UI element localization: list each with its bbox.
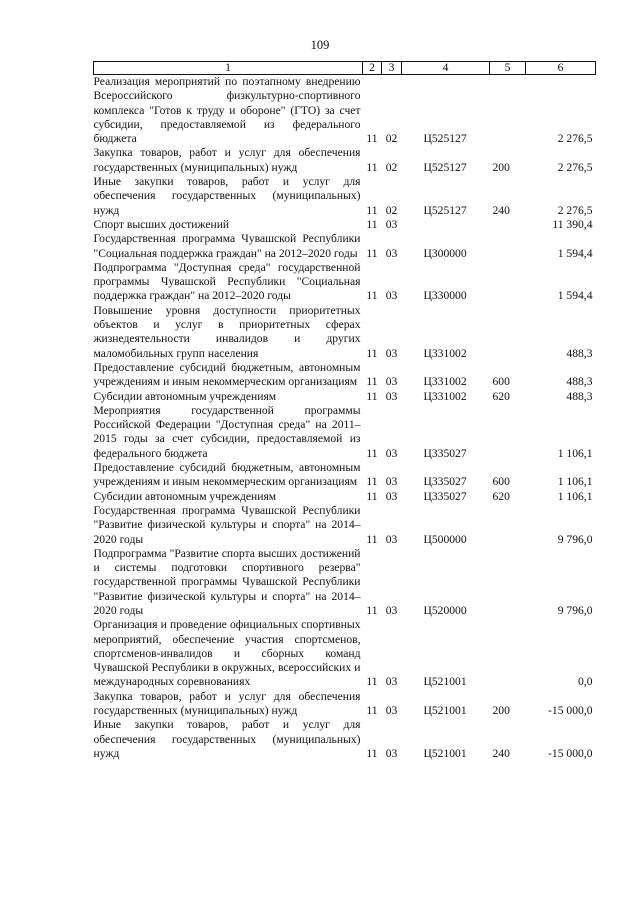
row-amount: 2 276,5 xyxy=(557,160,593,174)
row-name: Государственная программа Чувашской Республики "Социальная поддержка граждан" на 2012–2020 годы xyxy=(93,232,361,260)
row-section: 11 xyxy=(366,203,378,217)
table-row xyxy=(94,261,596,304)
row-name: Предоставление субсидий бюджетным, автономным учреждениям и иным некоммерческим организациям xyxy=(93,360,361,389)
budget-table xyxy=(93,61,596,761)
table-row xyxy=(94,146,596,175)
table-row xyxy=(94,547,596,618)
row-name: Закупка товаров, работ и услуг для обеспечения государственных (муниципальных) нужд xyxy=(93,146,361,174)
row-target-article: Ц330000 xyxy=(423,289,467,303)
row-section: 11 xyxy=(366,489,378,503)
row-target-article: Ц525127 xyxy=(423,160,467,174)
row-name: Закупка товаров, работ и услуг для обеспечения государственных (муниципальных) нужд xyxy=(93,689,361,718)
row-section: 11 xyxy=(366,746,378,760)
row-section: 11 xyxy=(366,532,378,546)
row-amount: 9 796,0 xyxy=(557,532,593,546)
row-expense-type: 240 xyxy=(492,203,510,217)
table-row xyxy=(94,404,596,461)
row-subsection: 03 xyxy=(385,246,398,260)
row-name: Субсидии автономным учреждениям xyxy=(93,489,277,503)
row-target-article: Ц525127 xyxy=(423,132,467,146)
column-header-amount: 6 xyxy=(526,62,596,75)
row-expense-type xyxy=(490,218,526,232)
row-subsection: 03 xyxy=(385,289,398,303)
row-subsection: 02 xyxy=(385,203,398,217)
row-amount: 2 276,5 xyxy=(557,132,593,146)
row-target-article: Ц335027 xyxy=(423,489,467,503)
row-amount: 1 106,1 xyxy=(557,475,593,489)
row-section: 11 xyxy=(366,217,378,231)
row-subsection: 03 xyxy=(385,746,398,760)
row-section: 11 xyxy=(366,160,378,174)
row-amount: 0,0 xyxy=(578,675,593,689)
row-subsection: 03 xyxy=(385,375,398,389)
row-section: 11 xyxy=(366,132,378,146)
row-name: Организация и проведение официальных спортивных мероприятий, обеспечение участия спортсменов, спортсменов-инвалидов и сборных команд Чувашской Республики в окружных, всероссийских и международных соревнованиях xyxy=(93,618,361,689)
table-body xyxy=(94,75,596,762)
table-row xyxy=(94,718,596,761)
row-expense-type xyxy=(490,261,526,304)
row-subsection: 03 xyxy=(385,446,398,460)
row-target-article: Ц331002 xyxy=(423,346,467,360)
row-name: Подпрограмма "Доступная среда" государственной программы Чувашской Республики "Социальная поддержка граждан" на 2012–2020 годы xyxy=(93,260,361,303)
column-header-expense-type: 5 xyxy=(490,62,526,75)
row-expense-type xyxy=(490,547,526,618)
row-section: 11 xyxy=(366,603,378,617)
row-expense-type: 200 xyxy=(492,160,510,174)
row-target-article: Ц521001 xyxy=(423,675,467,689)
table-row xyxy=(94,218,596,232)
row-section: 11 xyxy=(366,675,378,689)
row-subsection: 03 xyxy=(385,346,398,360)
row-expense-type: 620 xyxy=(492,489,510,503)
row-target-article: Ц331002 xyxy=(423,375,467,389)
row-subsection: 03 xyxy=(385,704,398,718)
row-section: 11 xyxy=(366,475,378,489)
table-header-row xyxy=(94,62,596,75)
row-expense-type: 600 xyxy=(492,375,510,389)
table-row xyxy=(94,690,596,719)
page-number: 109 xyxy=(310,38,330,52)
row-subsection: 03 xyxy=(385,489,398,503)
row-name: Иные закупки товаров, работ и услуг для обеспечения государственных (муниципальных) нужд xyxy=(93,175,361,217)
table-row xyxy=(94,75,596,147)
row-subsection: 03 xyxy=(385,389,398,403)
row-expense-type: 200 xyxy=(492,704,510,718)
row-expense-type xyxy=(490,504,526,547)
row-section: 11 xyxy=(366,446,378,460)
row-amount: 488,3 xyxy=(566,375,593,389)
row-amount: 9 796,0 xyxy=(557,603,593,617)
table-row xyxy=(94,461,596,490)
row-section: 11 xyxy=(366,375,378,389)
row-subsection: 03 xyxy=(385,603,398,617)
row-name: Иные закупки товаров, работ и услуг для обеспечения государственных (муниципальных) нужд xyxy=(93,718,361,760)
row-expense-type xyxy=(490,618,526,689)
column-header-name: 1 xyxy=(94,62,363,75)
row-subsection: 03 xyxy=(385,217,398,231)
row-target-article: Ц521001 xyxy=(423,746,467,760)
row-subsection: 02 xyxy=(385,160,398,174)
row-name: Повышение уровня доступности приоритетных объектов и услуг в приоритетных сферах жизнедеятельности инвалидов и других маломобильных групп населения xyxy=(93,303,361,360)
row-name: Мероприятия государственной программы Российской Федерации "Доступная среда" на 2011–2015 годы за счет субсидии, предоставляемой из федерального бюджета xyxy=(93,403,361,460)
row-name: Субсидии автономным учреждениям xyxy=(93,389,277,403)
row-amount: 488,3 xyxy=(566,389,593,403)
column-header-section: 2 xyxy=(363,62,382,75)
row-section: 11 xyxy=(366,704,378,718)
column-header-target-article: 4 xyxy=(402,62,490,75)
row-expense-type xyxy=(490,75,526,147)
row-subsection: 03 xyxy=(385,532,398,546)
table-row xyxy=(94,390,596,404)
row-name: Предоставление субсидий бюджетным, автономным учреждениям и иным некоммерческим организациям xyxy=(93,461,361,489)
row-target-article: Ц335027 xyxy=(423,475,467,489)
row-expense-type xyxy=(490,404,526,461)
table-row xyxy=(94,304,596,361)
row-target-article: Ц521001 xyxy=(423,704,467,718)
row-section: 11 xyxy=(366,289,378,303)
row-amount: -15 000,0 xyxy=(548,746,593,760)
table-row xyxy=(94,175,596,218)
row-name: Государственная программа Чувашской Республики "Развитие физической культуры и спорта" на 2014–2020 годы xyxy=(93,503,361,546)
row-target-article: Ц520000 xyxy=(423,603,467,617)
row-subsection: 02 xyxy=(385,132,398,146)
row-expense-type: 240 xyxy=(492,746,510,760)
row-expense-type xyxy=(490,232,526,261)
row-target-article: Ц335027 xyxy=(423,446,467,460)
table-row xyxy=(94,490,596,504)
column-header-subsection: 3 xyxy=(382,62,402,75)
row-amount: 2 276,5 xyxy=(557,203,593,217)
row-amount: -15 000,0 xyxy=(548,704,593,718)
row-amount: 1 106,1 xyxy=(557,446,593,460)
row-name: Реализация мероприятий по поэтапному внедрению Всероссийского физкультурно-спортивного комплекса "Готов к труду и обороне" (ГТО) за счет субсидии, предоставляемой из федерального бюджета xyxy=(93,75,361,146)
row-name: Подпрограмма "Развитие спорта высших достижений и системы подготовки спортивного резерва" государственной программы Чувашской Республики "Развитие физической культуры и спорта" на 2014–2020 годы xyxy=(93,546,361,617)
row-target-article: Ц525127 xyxy=(423,203,467,217)
table-row xyxy=(94,361,596,390)
row-amount: 1 594,4 xyxy=(557,289,593,303)
table-row xyxy=(94,618,596,689)
row-amount: 1 106,1 xyxy=(557,489,593,503)
row-target-article: Ц331002 xyxy=(423,389,467,403)
row-section: 11 xyxy=(366,346,378,360)
row-target-article: Ц300000 xyxy=(423,246,467,260)
row-expense-type xyxy=(490,304,526,361)
row-amount: 11 390,4 xyxy=(552,217,593,231)
row-section: 11 xyxy=(366,246,378,260)
row-amount: 488,3 xyxy=(566,346,593,360)
row-subsection: 03 xyxy=(385,675,398,689)
table-row xyxy=(94,504,596,547)
table-row xyxy=(94,232,596,261)
row-section: 11 xyxy=(366,389,378,403)
row-subsection: 03 xyxy=(385,475,398,489)
row-target-article: Ц500000 xyxy=(423,532,467,546)
row-name: Спорт высших достижений xyxy=(93,217,230,231)
row-expense-type: 620 xyxy=(492,389,510,403)
row-target-article xyxy=(402,218,490,232)
row-amount: 1 594,4 xyxy=(557,246,593,260)
row-expense-type: 600 xyxy=(492,475,510,489)
